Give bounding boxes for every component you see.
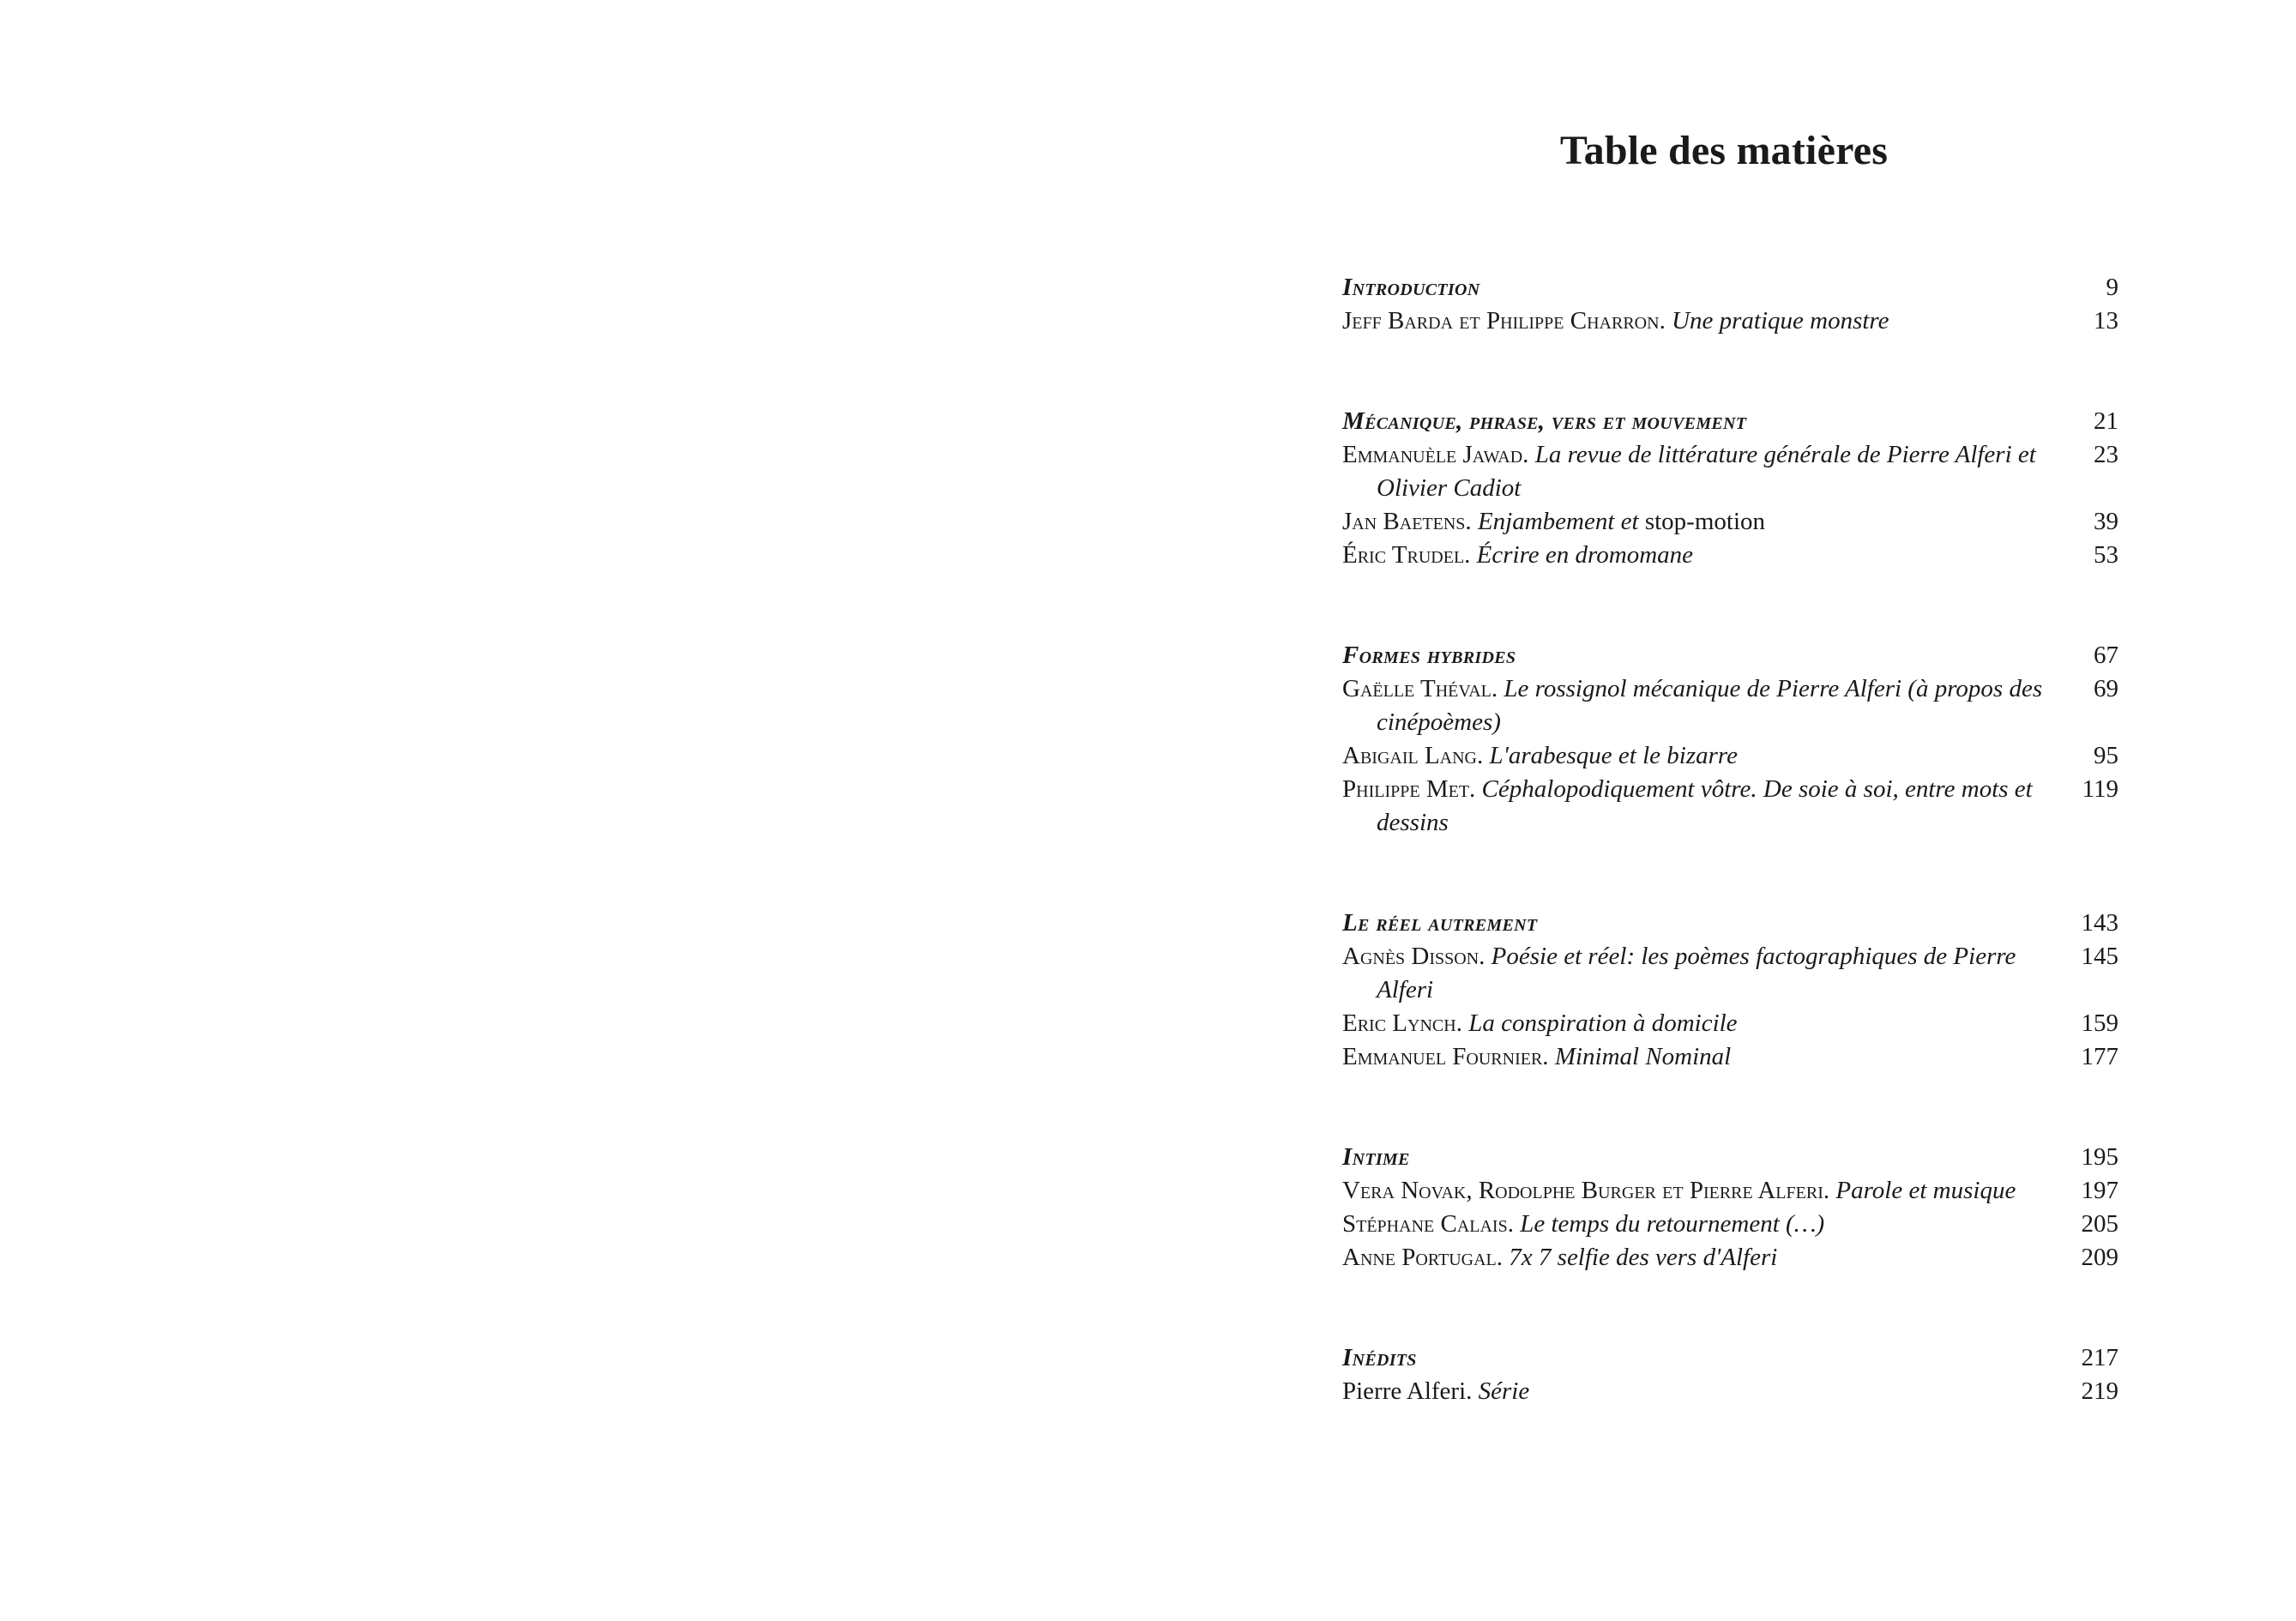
entry-title: Le rossignol mécanique de Pierre Alferi (à propos des cinépoèmes) (1377, 675, 2043, 736)
section-heading-row (1342, 907, 2118, 940)
toc-entry (1342, 672, 2118, 739)
toc-entry (1342, 505, 2118, 539)
entry-page-number: 219 (2081, 1377, 2118, 1405)
section-page-number: 9 (2106, 274, 2118, 301)
section-page-number: 217 (2081, 1344, 2118, 1371)
toc-entry (1342, 739, 2118, 773)
section-page-number: 195 (2081, 1143, 2118, 1171)
entry-author: Jan Baetens. (1342, 508, 1472, 535)
entry-author: Jeff Barda et Philippe Charron. (1342, 307, 1666, 334)
entry-author: Vera Novak, Rodolphe Burger et Pierre Alferi. (1342, 1177, 1830, 1204)
table-of-contents (1342, 271, 2118, 1475)
entry-title: Minimal Nominal (1554, 1043, 1732, 1070)
entry-page-number: 209 (2081, 1244, 2118, 1271)
entry-text (1342, 438, 2054, 505)
toc-entry (1342, 539, 2118, 572)
toc-section-intime (1342, 1141, 2118, 1275)
section-page-number: 67 (2094, 642, 2118, 669)
entry-page-number: 13 (2094, 307, 2118, 334)
entry-text (1342, 1174, 2054, 1208)
toc-entry (1342, 1375, 2118, 1408)
section-heading-row (1342, 405, 2118, 438)
entry-page-number: 23 (2094, 441, 2118, 468)
entry-text (1342, 539, 2054, 572)
section-heading: Mécanique, phrase, vers et mouvement (1342, 407, 1747, 435)
toc-section-formes-hybrides (1342, 639, 2118, 840)
toc-title: Table des matières (1559, 128, 1889, 173)
entry-text (1342, 773, 2054, 840)
entry-text (1342, 304, 2054, 338)
toc-section-inedits (1342, 1341, 2118, 1408)
entry-page-number: 177 (2081, 1043, 2118, 1070)
entry-text (1342, 1040, 2054, 1074)
toc-entry (1342, 940, 2118, 1007)
entry-author: Stéphane Calais. (1342, 1210, 1514, 1238)
entry-text (1342, 672, 2054, 739)
entry-author: Eric Lynch. (1342, 1009, 1462, 1037)
entry-page-number: 69 (2094, 675, 2118, 702)
entry-text (1342, 1241, 2054, 1275)
entry-page-number: 119 (2082, 775, 2118, 803)
entry-text (1342, 1007, 2054, 1040)
entry-author: Abigail Lang. (1342, 742, 1484, 769)
entry-title: Série (1478, 1377, 1530, 1405)
entry-page-number: 205 (2081, 1210, 2118, 1238)
section-heading: Inédits (1342, 1344, 1417, 1371)
entry-text (1342, 1208, 2054, 1241)
entry-title: La revue de littérature générale de Pierre Alferi et Olivier Cadiot (1377, 441, 2036, 502)
entry-title: 7x 7 selfie des vers d'Alferi (1509, 1244, 1778, 1271)
entry-text (1342, 1375, 2054, 1408)
section-heading: Introduction (1342, 274, 1480, 301)
section-page-number: 21 (2094, 407, 2118, 435)
entry-title: L'arabesque et le bizarre (1489, 742, 1738, 769)
entry-title: Le temps du retournement (…) (1520, 1210, 1825, 1238)
section-page-number: 143 (2081, 909, 2118, 937)
toc-entry (1342, 1174, 2118, 1208)
entry-page-number: 159 (2081, 1009, 2118, 1037)
entry-author: Éric Trudel. (1342, 541, 1471, 569)
entry-text (1342, 940, 2054, 1007)
entry-author: Anne Portugal. (1342, 1244, 1504, 1271)
toc-section-mecanique (1342, 405, 2118, 572)
entry-author: Gaëlle Théval. (1342, 675, 1498, 702)
entry-page-number: 145 (2081, 943, 2118, 970)
entry-author: Pierre Alferi. (1342, 1377, 1473, 1405)
toc-entry (1342, 1208, 2118, 1241)
entry-author: Emmanuèle Jawad. (1342, 441, 1529, 468)
toc-entry (1342, 304, 2118, 338)
section-heading-row (1342, 1141, 2118, 1174)
entry-author: Emmanuel Fournier. (1342, 1043, 1549, 1070)
entry-title-extra: stop-motion (1644, 508, 1765, 535)
entry-page-number: 53 (2094, 541, 2118, 569)
entry-page-number: 39 (2094, 508, 2118, 535)
toc-section-introduction (1342, 271, 2118, 338)
section-heading: Intime (1342, 1143, 1410, 1171)
entry-title: Une pratique monstre (1672, 307, 1889, 334)
toc-entry (1342, 1040, 2118, 1074)
entry-text (1342, 505, 2054, 539)
entry-page-number: 197 (2081, 1177, 2118, 1204)
entry-title: Écrire en dromomane (1476, 541, 1694, 569)
section-heading-row (1342, 271, 2118, 304)
entry-title: Enjambement et (1477, 508, 1639, 535)
toc-entry (1342, 1241, 2118, 1275)
section-heading: Le réel autrement (1342, 909, 1538, 937)
entry-title: Poésie et réel: les poèmes factographiques de Pierre Alferi (1377, 943, 2016, 1003)
section-heading: Formes hybrides (1342, 642, 1516, 669)
toc-entry (1342, 438, 2118, 505)
toc-entry (1342, 773, 2118, 840)
entry-title: Céphalopodiquement vôtre. De soie à soi, entre mots et dessins (1377, 775, 2033, 836)
entry-title: Parole et musique (1835, 1177, 2016, 1204)
entry-page-number: 95 (2094, 742, 2118, 769)
section-heading-row (1342, 639, 2118, 672)
entry-author: Agnès Disson. (1342, 943, 1485, 970)
toc-entry (1342, 1007, 2118, 1040)
toc-section-le-reel-autrement (1342, 907, 2118, 1074)
entry-author: Philippe Met. (1342, 775, 1476, 803)
entry-title: La conspiration à domicile (1468, 1009, 1738, 1037)
entry-text (1342, 739, 2054, 773)
section-heading-row (1342, 1341, 2118, 1375)
